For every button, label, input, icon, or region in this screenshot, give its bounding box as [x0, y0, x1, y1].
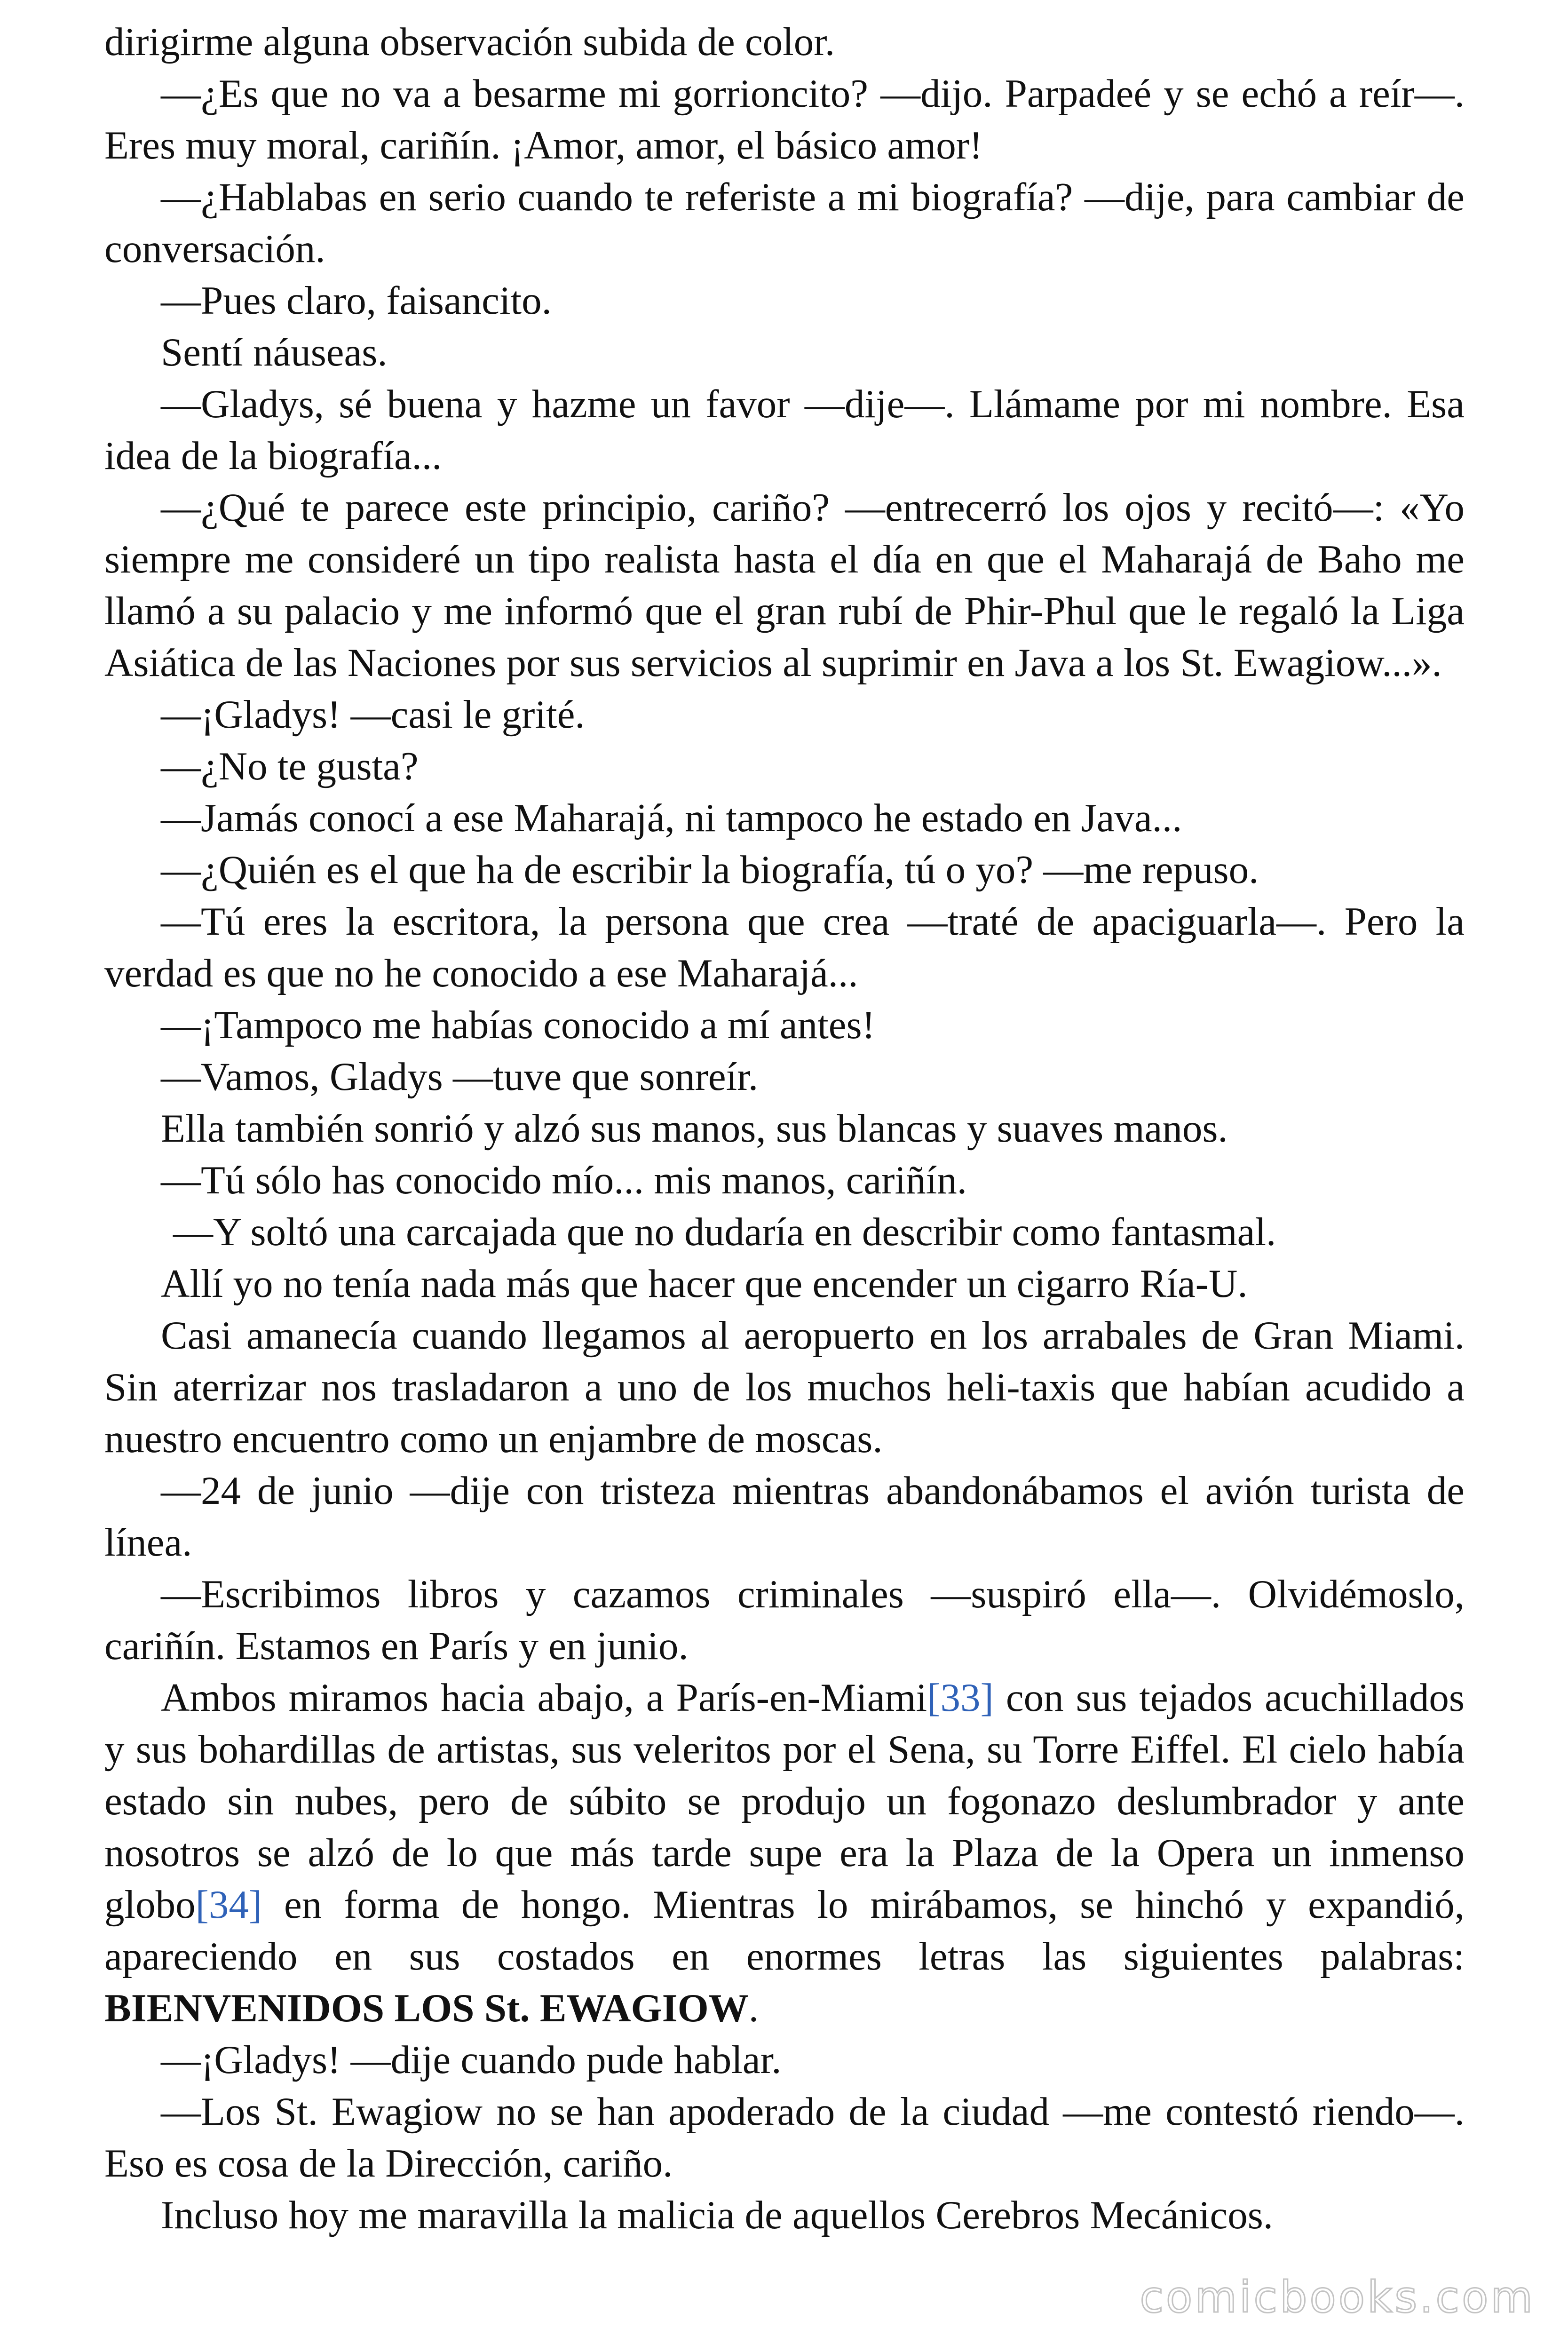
paragraph: Allí yo no tenía nada más que hacer que encender un cigarro Ría-U. — [161, 1262, 1248, 1306]
paragraph: —¿Es que no va a besarme mi gorrioncito? —dijo. Parpadeé y se echó a reír—. Eres muy moral, cariñín. ¡Amor, amor, el básico amor! — [104, 72, 1465, 167]
paragraph: —Jamás conocí a ese Maharajá, ni tampoco he estado en Java... — [161, 796, 1182, 840]
paragraph: —Gladys, sé buena y hazme un favor —dije—. Llámame por mi nombre. Esa idea de la biografía... — [104, 382, 1465, 478]
paragraph: Ella también sonrió y alzó sus manos, sus blancas y suaves manos. — [161, 1106, 1228, 1151]
footnote-link[interactable]: [34] — [195, 1883, 262, 1927]
paragraph: —¿Hablabas en serio cuando te referiste a mi biografía? —dije, para cambiar de conversación. — [104, 175, 1465, 271]
paragraph: —¿No te gusta? — [161, 744, 419, 788]
footnote-link[interactable]: [33] — [927, 1676, 994, 1720]
paragraph: —Y soltó una carcajada que no dudaría en describir como fantasmal. — [173, 1210, 1276, 1254]
paragraph: —Tú sólo has conocido mío... mis manos, cariñín. — [161, 1158, 967, 1202]
paragraph: —Vamos, Gladys —tuve que sonreír. — [161, 1055, 759, 1099]
watermark-text: comicbooks.com — [1140, 2272, 1535, 2322]
paragraph: Casi amanecía cuando llegamos al aeropuerto en los arrabales de Gran Miami. Sin aterrizar nos trasladaron a uno de los muchos heli-taxis que habían acudido a nuestro encuentro como un enjambre de moscas. — [104, 1313, 1465, 1461]
paragraph: —Escribimos libros y cazamos criminales —suspiró ella—. Olvidémoslo, cariñín. Estamos en París y en junio. — [104, 1572, 1465, 1668]
paragraph: —¡Gladys! —casi le grité. — [161, 692, 585, 737]
text-run: Ambos miramos hacia abajo, a París-en-Miami — [161, 1676, 927, 1720]
paragraph: dirigirme alguna observación subida de color. — [104, 20, 835, 64]
paragraph: —¡Gladys! —dije cuando pude hablar. — [161, 2038, 782, 2082]
text-run: con sus tejados acuchillados y sus bohardillas de artistas, sus veleritos por el Sena, su Torre Eiffel. El cielo había estado sin nubes, pero de súbito se produjo un fogonazo deslumbrador y ante nosotros se alzó de lo que más tarde supe era la Plaza de la Opera un inmenso globo — [104, 1676, 1465, 1927]
text-run: en forma de hongo. Mientras lo mirábamos, se hinchó y expandió, apareciendo en sus costados en enormes letras las siguientes palabras: — [104, 1883, 1465, 1979]
book-page-body — [104, 16, 1465, 2241]
text-run: . — [748, 1986, 759, 2030]
paragraph: —¿Qué te parece este principio, cariño? —entrecerró los ojos y recitó—: «Yo siempre me consideré un tipo realista hasta el día en que el Maharajá de Baho me llamó a su palacio y me informó que el gran rubí de Phir-Phul que le regaló la Liga Asiática de las Naciones por sus servicios al suprimir en Java a los St. Ewagiow...». — [104, 485, 1465, 685]
paragraph: —¿Quién es el que ha de escribir la biografía, tú o yo? —me repuso. — [161, 848, 1259, 892]
paragraph — [104, 1672, 1465, 2034]
paragraph: —Tú eres la escritora, la persona que crea —traté de apaciguarla—. Pero la verdad es que no he conocido a ese Maharajá... — [104, 899, 1465, 995]
paragraph: Incluso hoy me maravilla la malicia de aquellos Cerebros Mecánicos. — [161, 2193, 1274, 2237]
paragraph: —Pues claro, faisancito. — [161, 278, 552, 323]
paragraph: —24 de junio —dije con tristeza mientras abandonábamos el avión turista de línea. — [104, 1469, 1465, 1565]
paragraph: —Los St. Ewagiow no se han apoderado de la ciudad —me contestó riendo—. Eso es cosa de la Dirección, cariño. — [104, 2090, 1465, 2185]
paragraph: —¡Tampoco me habías conocido a mí antes! — [161, 1003, 875, 1047]
paragraph: Sentí náuseas. — [161, 330, 388, 374]
bold-text: BIENVENIDOS LOS St. EWAGIOW — [104, 1986, 749, 2030]
